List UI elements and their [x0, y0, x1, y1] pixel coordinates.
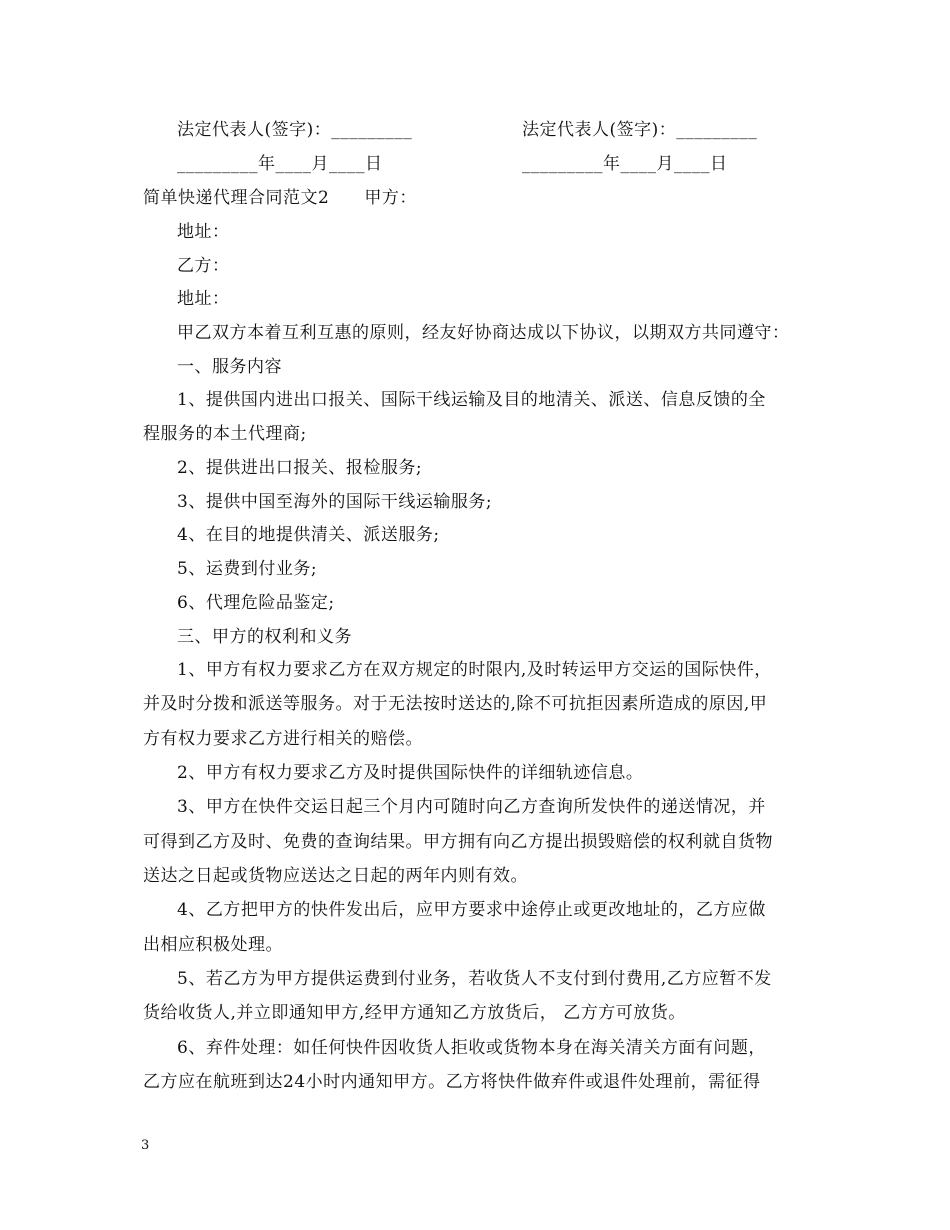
party-a-address-label: 地址： [177, 222, 230, 242]
service-item-1-line-1: 1、提供国内进出口报关、国际干线运输及目的地清关、派送、信息反馈的全 [177, 390, 766, 410]
right-signature-date: _________年____月____日 [522, 154, 728, 174]
rights-item-5-line-1: 5、若乙方为甲方提供运费到付业务，若收货人不支付到付费用,乙方应暂不发 [177, 969, 772, 989]
left-signature-date: _________年____月____日 [177, 154, 383, 174]
service-item-1-line-2: 程服务的本土代理商; [143, 424, 307, 444]
rights-item-1-line-3: 方有权力要求乙方进行相关的赔偿。 [143, 729, 423, 749]
party-b-address-label: 地址： [177, 289, 230, 309]
right-legal-representative-signature: 法定代表人(签字)：_________ [522, 120, 758, 140]
service-item-3: 3、提供中国至海外的国际干线运输服务; [177, 492, 493, 512]
rights-item-4-line-2: 出相应积极处理。 [143, 935, 283, 955]
service-item-5: 5、运费到付业务; [177, 559, 318, 579]
rights-item-6-line-1: 6、弃件处理：如任何快件因收货人拒收或货物本身在海关清关方面有问题， [177, 1038, 766, 1058]
contract-title-line: 简单快递代理合同范文2 甲方： [143, 188, 417, 208]
party-b-label: 乙方： [177, 256, 230, 276]
rights-item-1-line-2: 并及时分拨和派送等服务。对于无法按时送达的,除不可抗拒因素所造成的原因,甲 [143, 694, 768, 714]
rights-item-1-line-1: 1、甲方有权力要求乙方在双方规定的时限内,及时转运甲方交运的国际快件， [177, 660, 772, 680]
rights-item-2: 2、甲方有权力要求乙方及时提供国际快件的详细轨迹信息。 [177, 763, 644, 783]
rights-item-3-line-3: 送达之日起或货物应送达之日起的两年内则有效。 [143, 866, 528, 886]
left-legal-representative-signature: 法定代表人(签字)：_________ [177, 120, 413, 140]
section-one-heading: 一、服务内容 [177, 357, 282, 377]
rights-item-3-line-2: 可得到乙方及时、免费的查询结果。甲方拥有向乙方提出损毁赔偿的权利就自货物 [143, 832, 773, 852]
service-item-4: 4、在目的地提供清关、派送服务; [177, 525, 440, 545]
service-item-6: 6、代理危险品鉴定; [177, 593, 335, 613]
rights-item-5-line-2: 货给收货人,并立即通知甲方,经甲方通知乙方放货后， 乙方方可放货。 [143, 1003, 686, 1023]
page-number: 3 [141, 1138, 150, 1153]
rights-item-4-line-1: 4、乙方把甲方的快件发出后，应甲方要求中途停止或更改地址的，乙方应做 [177, 900, 766, 920]
rights-item-6-line-2: 乙方应在航班到达24小时内通知甲方。乙方将快件做弃件或退件处理前，需征得 [143, 1072, 761, 1092]
rights-item-3-line-1: 3、甲方在快件交运日起三个月内可随时向乙方查询所发快件的递送情况，并 [177, 797, 766, 817]
service-item-2: 2、提供进出口报关、报检服务; [177, 458, 423, 478]
contract-preamble: 甲乙双方本着互利互惠的原则，经友好协商达成以下协议，以期双方共同遵守： [177, 323, 790, 343]
section-three-heading: 三、甲方的权利和义务 [177, 627, 352, 647]
